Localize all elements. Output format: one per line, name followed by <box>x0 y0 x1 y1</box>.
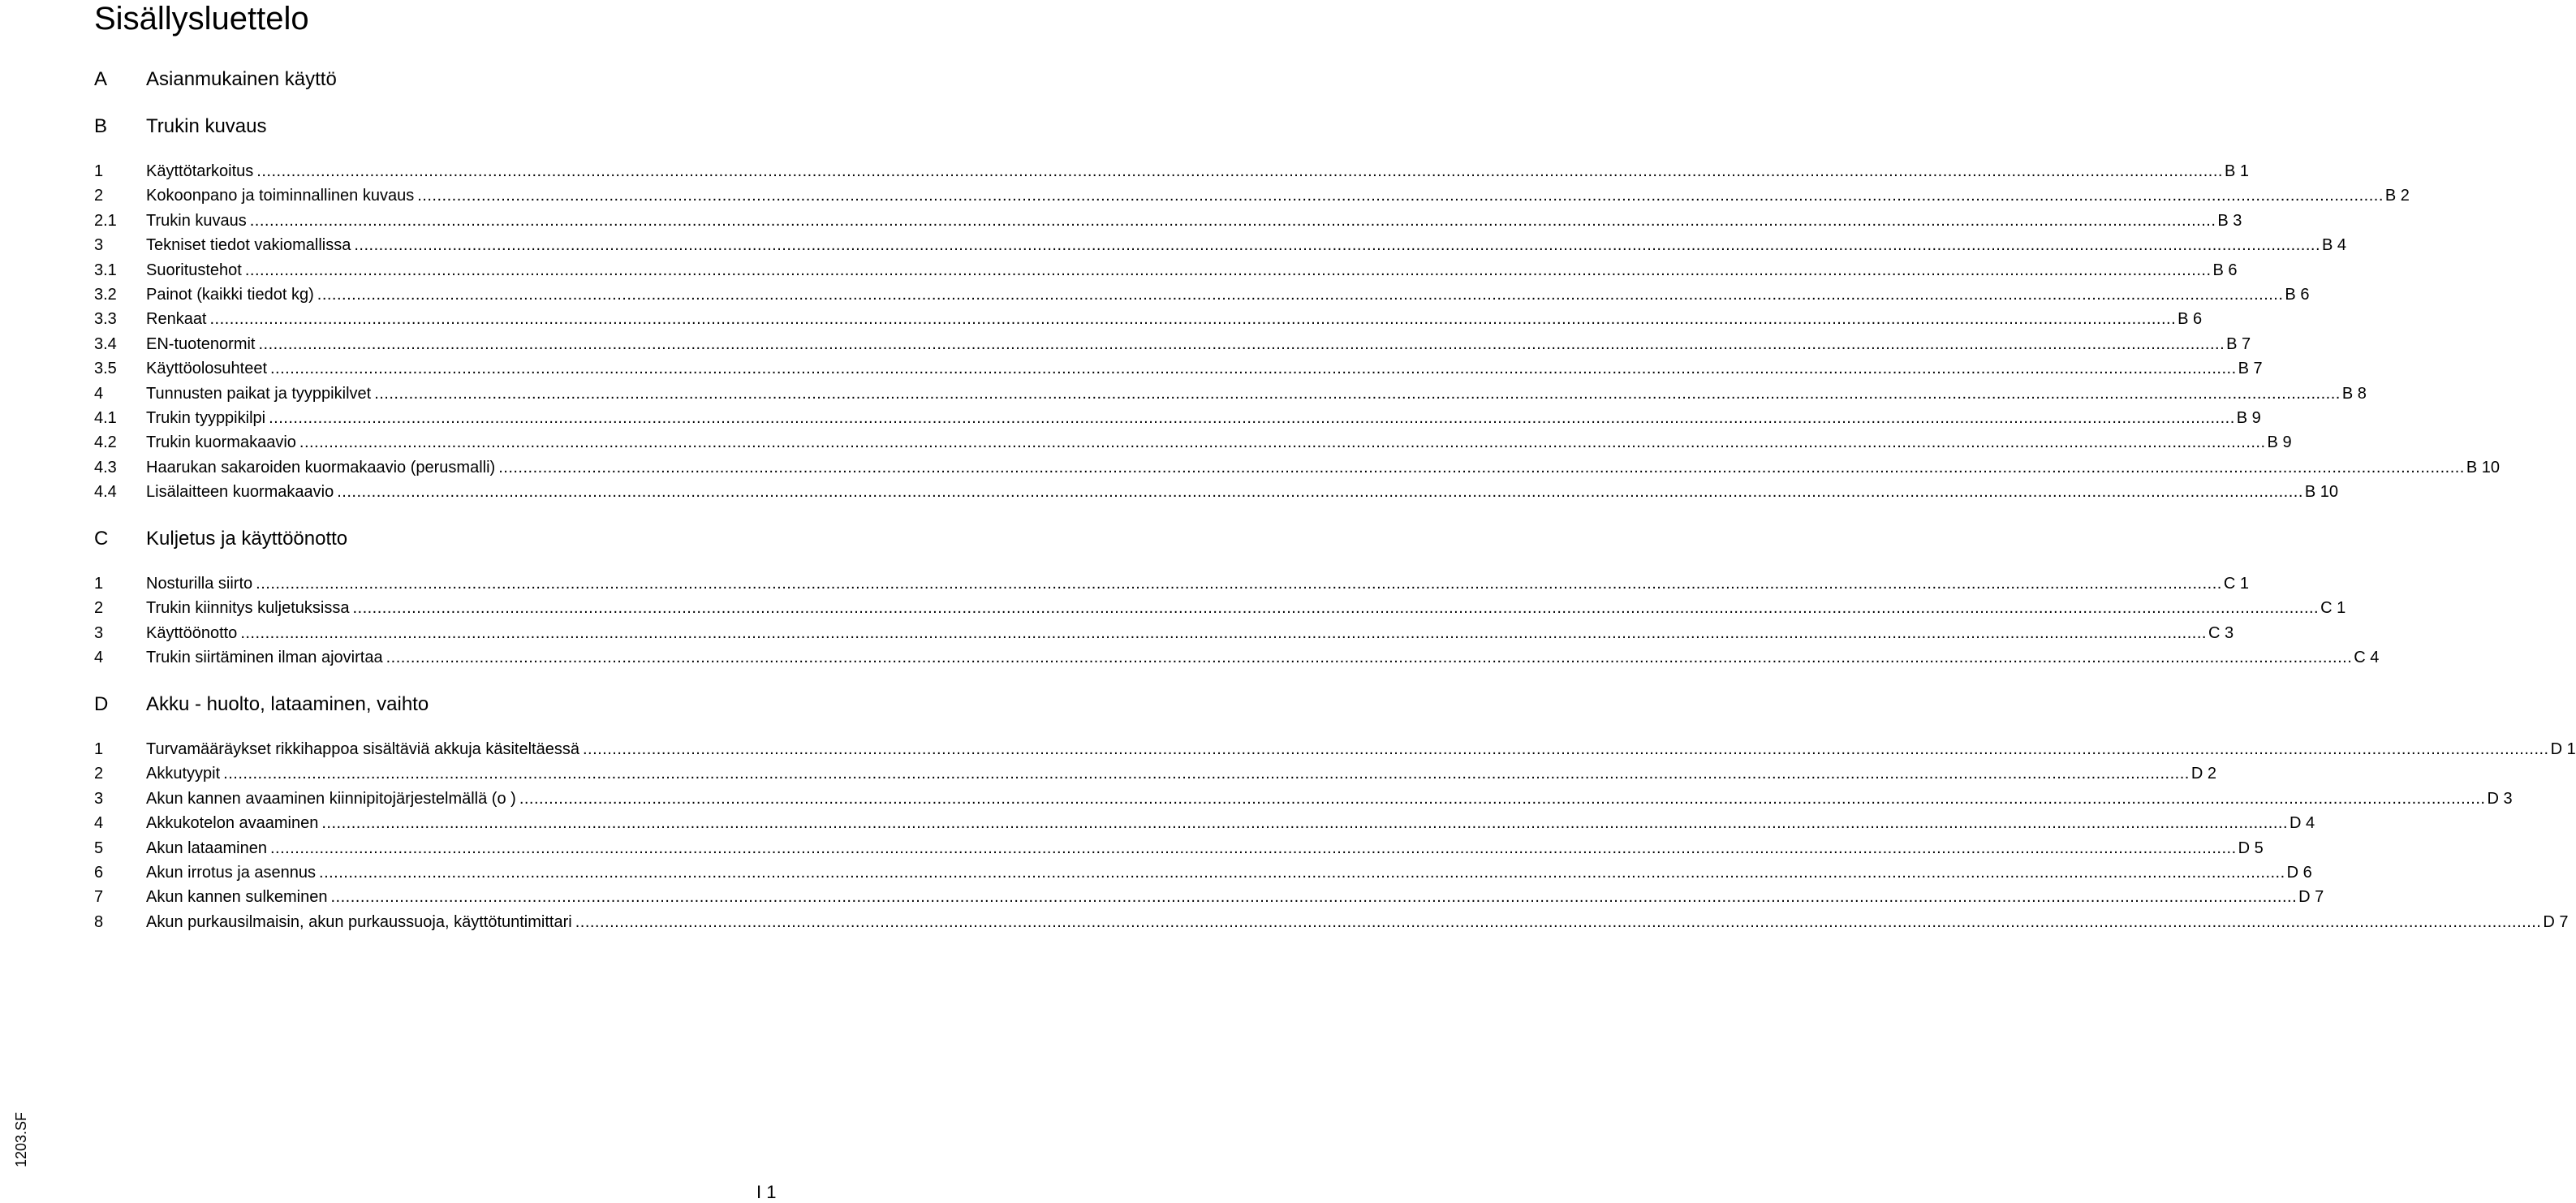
entry-title: Trukin kuvaus <box>146 211 247 230</box>
toc-entry[interactable] <box>0 334 2251 355</box>
entry-title: Akkutyypit <box>146 765 221 783</box>
section-letter: A <box>94 68 108 90</box>
toc-entry[interactable] <box>0 210 2242 231</box>
entry-line <box>146 210 2242 231</box>
toc-entry[interactable] <box>0 308 2203 330</box>
section-letter: D <box>94 693 109 715</box>
entry-page: B 7 <box>2226 334 2251 353</box>
dot-leader: ................................................................................................................................................................................................................................................................................................................................................................................................................ <box>249 211 2216 230</box>
toc-entry[interactable] <box>0 886 2324 908</box>
entry-title: Trukin kiinnitys kuljetuksissa <box>146 599 350 618</box>
toc-entry[interactable] <box>0 432 2292 453</box>
entry-page: B 10 <box>2466 458 2501 476</box>
entry-title: Suoritustehot <box>146 261 242 279</box>
dot-leader: ................................................................................................................................................................................................................................................................................................................................................................................................................ <box>374 384 2341 403</box>
toc-entry[interactable] <box>0 838 2264 859</box>
entry-page: B 9 <box>2236 409 2261 427</box>
section-title: Trukin kuvaus <box>146 115 267 137</box>
dot-leader: ................................................................................................................................................................................................................................................................................................................................................................................................................ <box>417 187 2384 205</box>
section-heading <box>0 67 779 93</box>
entry-line <box>146 838 2264 859</box>
entry-page: D 6 <box>2286 864 2312 882</box>
entry-number: 1 <box>94 575 104 593</box>
dot-leader: ................................................................................................................................................................................................................................................................................................................................................................................................................ <box>270 360 2237 378</box>
dot-leader: ................................................................................................................................................................................................................................................................................................................................................................................................................ <box>582 740 2549 758</box>
entry-title: Kokoonpano ja toiminnallinen kuvaus <box>146 187 415 205</box>
toc-entry[interactable] <box>0 763 2216 784</box>
dot-leader: ................................................................................................................................................................................................................................................................................................................................................................................................................ <box>337 483 2303 502</box>
entry-number: 2.1 <box>94 211 117 230</box>
section-title: Akku - huolto, lataaminen, vaihto <box>146 693 429 715</box>
entry-line <box>146 862 2312 883</box>
dot-leader: ................................................................................................................................................................................................................................................................................................................................................................................................................ <box>386 649 2353 667</box>
entry-page: B 8 <box>2341 384 2367 403</box>
toc-entry[interactable] <box>0 260 2238 281</box>
entry-title: Akkukotelon avaaminen <box>146 814 319 833</box>
toc-entry[interactable] <box>0 481 2339 502</box>
entry-title: Trukin tyyppikilpi <box>146 409 266 427</box>
entry-number: 2 <box>94 187 104 205</box>
dot-leader: ................................................................................................................................................................................................................................................................................................................................................................................................................ <box>299 433 2266 452</box>
entry-number: 5 <box>94 839 104 857</box>
entry-line <box>146 432 2292 453</box>
entry-page: B 6 <box>2212 261 2238 279</box>
entry-title: Renkaat <box>146 310 207 329</box>
dot-leader: ................................................................................................................................................................................................................................................................................................................................................................................................................ <box>256 575 2222 593</box>
dot-leader: ................................................................................................................................................................................................................................................................................................................................................................................................................ <box>319 864 2285 882</box>
entry-title: Painot (kaikki tiedot kg) <box>146 286 314 304</box>
entry-page: B 2 <box>2384 187 2410 205</box>
entry-line <box>146 813 2315 834</box>
entry-number: 6 <box>94 864 104 882</box>
entry-line <box>146 161 2249 182</box>
entry-line <box>146 647 2380 668</box>
entry-number: 4 <box>94 649 104 667</box>
toc-entry[interactable] <box>0 161 2249 182</box>
section-title: Asianmukainen käyttö <box>146 68 337 90</box>
entry-title: Akun kannen avaaminen kiinnipitojärjestelmällä (o ) <box>146 789 516 808</box>
toc-entry[interactable] <box>0 813 2315 834</box>
entry-number: 1 <box>94 162 104 180</box>
toc-entry[interactable] <box>0 862 2312 883</box>
toc-entry[interactable] <box>0 739 2576 760</box>
section-heading <box>0 526 779 552</box>
dot-leader: ................................................................................................................................................................................................................................................................................................................................................................................................................ <box>317 286 2284 304</box>
entry-line <box>146 597 2346 619</box>
entry-page: B 1 <box>2224 162 2249 180</box>
dot-leader: ................................................................................................................................................................................................................................................................................................................................................................................................................ <box>256 162 2223 180</box>
entry-page: D 4 <box>2290 814 2315 833</box>
entry-title: Lisälaitteen kuormakaavio <box>146 483 334 502</box>
toc-entry[interactable] <box>0 407 2261 429</box>
entry-page: B 7 <box>2238 360 2263 378</box>
entry-number: 4.4 <box>94 483 117 502</box>
toc-entry[interactable] <box>0 284 2310 305</box>
entry-number: 2 <box>94 765 104 783</box>
entry-line <box>146 457 2501 478</box>
toc-entry[interactable] <box>0 597 2346 619</box>
entry-page: B 9 <box>2267 433 2292 452</box>
entry-title: Akun irrotus ja asennus <box>146 864 317 882</box>
entry-number: 4 <box>94 814 104 833</box>
entry-number: 7 <box>94 888 104 907</box>
entry-page: C 4 <box>2354 649 2380 667</box>
entry-number: 3 <box>94 236 104 255</box>
entry-number: 4.1 <box>94 409 117 427</box>
dot-leader: ................................................................................................................................................................................................................................................................................................................................................................................................................ <box>258 334 2225 353</box>
entry-line <box>146 260 2238 281</box>
entry-number: 4 <box>94 384 104 403</box>
entry-page: B 6 <box>2285 286 2310 304</box>
entry-line <box>146 788 2513 809</box>
toc-entry[interactable] <box>0 383 2367 404</box>
entry-line <box>146 739 2576 760</box>
entry-title: Tunnusten paikat ja tyyppikilvet <box>146 384 372 403</box>
entry-title: Akun purkausilmaisin, akun purkaussuoja, käyttötuntimittari <box>146 912 572 931</box>
entry-title: Käyttöolosuhteet <box>146 360 267 378</box>
toc-entry[interactable] <box>0 647 2380 668</box>
entry-line <box>146 763 2216 784</box>
entry-line <box>146 235 2347 256</box>
entry-title: Haarukan sakaroiden kuormakaavio (perusmalli) <box>146 458 496 476</box>
section-letter: B <box>94 115 108 137</box>
entry-line <box>146 284 2310 305</box>
entry-line <box>146 573 2249 594</box>
toc-entry[interactable] <box>0 358 2263 379</box>
page-title: Sisällysluettelo <box>94 1 309 37</box>
entry-number: 3 <box>94 789 104 808</box>
dot-leader: ................................................................................................................................................................................................................................................................................................................................................................................................................ <box>330 888 2298 907</box>
entry-page: D 2 <box>2190 765 2216 783</box>
entry-title: Käyttöönotto <box>146 623 238 642</box>
entry-page: C 1 <box>2223 575 2249 593</box>
entry-line <box>146 481 2339 502</box>
toc-entry[interactable] <box>0 912 2569 933</box>
entry-page: B 4 <box>2322 236 2347 255</box>
entry-title: Trukin siirtäminen ilman ajovirtaa <box>146 649 383 667</box>
toc-entry[interactable] <box>0 788 2513 809</box>
entry-title: Turvamääräykset rikkihappoa sisältäviä akkuja käsiteltäessä <box>146 740 579 758</box>
dot-leader: ................................................................................................................................................................................................................................................................................................................................................................................................................ <box>354 236 2320 255</box>
entry-number: 3 <box>94 623 104 642</box>
toc-entry[interactable] <box>0 457 2501 478</box>
entry-title: Nosturilla siirto <box>146 575 253 593</box>
section-heading <box>0 692 779 718</box>
section-title: Kuljetus ja käyttöönotto <box>146 528 348 550</box>
entry-line <box>146 358 2263 379</box>
entry-number: 1 <box>94 740 104 758</box>
toc-entry[interactable] <box>0 573 2249 594</box>
toc-entry[interactable] <box>0 235 2347 256</box>
entry-number: 2 <box>94 599 104 618</box>
dot-leader: ................................................................................................................................................................................................................................................................................................................................................................................................................ <box>223 765 2190 783</box>
entry-page: B 6 <box>2178 310 2203 329</box>
dot-leader: ................................................................................................................................................................................................................................................................................................................................................................................................................ <box>498 458 2465 476</box>
entry-line <box>146 308 2203 330</box>
entry-page: D 3 <box>2487 789 2513 808</box>
dot-leader: ................................................................................................................................................................................................................................................................................................................................................................................................................ <box>575 912 2542 931</box>
entry-page: D 7 <box>2543 912 2569 931</box>
entry-page: D 7 <box>2298 888 2324 907</box>
entry-title: Akun lataaminen <box>146 839 267 857</box>
entry-line <box>146 334 2251 355</box>
dot-leader: ................................................................................................................................................................................................................................................................................................................................................................................................................ <box>321 814 2289 833</box>
entry-number: 4.3 <box>94 458 117 476</box>
entry-title: Tekniset tiedot vakiomallissa <box>146 236 351 255</box>
dot-leader: ................................................................................................................................................................................................................................................................................................................................................................................................................ <box>519 789 2486 808</box>
entry-line <box>146 623 2234 644</box>
section-letter: C <box>94 528 109 550</box>
entry-line <box>146 383 2367 404</box>
dot-leader: ................................................................................................................................................................................................................................................................................................................................................................................................................ <box>209 310 2177 329</box>
entry-title: EN-tuotenormit <box>146 334 256 353</box>
document-code: 1203.SF <box>13 1111 30 1168</box>
entry-page: B 10 <box>2304 483 2339 502</box>
entry-title: Trukin kuormakaavio <box>146 433 296 452</box>
entry-line <box>146 407 2261 429</box>
dot-leader: ................................................................................................................................................................................................................................................................................................................................................................................................................ <box>269 409 2235 427</box>
entry-number: 3.1 <box>94 261 117 279</box>
entry-page: D 1 <box>2550 740 2576 758</box>
entry-number: 3.5 <box>94 360 117 378</box>
entry-number: 3.2 <box>94 286 117 304</box>
dot-leader: ................................................................................................................................................................................................................................................................................................................................................................................................................ <box>240 623 2207 642</box>
entry-number: 3.3 <box>94 310 117 329</box>
dot-leader: ................................................................................................................................................................................................................................................................................................................................................................................................................ <box>269 839 2237 857</box>
entry-page: C 1 <box>2320 599 2346 618</box>
page-number: I 1 <box>756 1182 777 1202</box>
entry-page: D 5 <box>2238 839 2264 857</box>
entry-number: 4.2 <box>94 433 117 452</box>
entry-page: C 3 <box>2208 623 2234 642</box>
entry-title: Käyttötarkoitus <box>146 162 254 180</box>
entry-line <box>146 886 2324 908</box>
dot-leader: ................................................................................................................................................................................................................................................................................................................................................................................................................ <box>244 261 2212 279</box>
dot-leader: ................................................................................................................................................................................................................................................................................................................................................................................................................ <box>352 599 2320 618</box>
toc-entry[interactable] <box>0 185 2410 206</box>
entry-line <box>146 912 2569 933</box>
entry-line <box>146 185 2410 206</box>
entry-page: B 3 <box>2217 211 2242 230</box>
toc-entry[interactable] <box>0 623 2234 644</box>
entry-number: 3.4 <box>94 334 117 353</box>
entry-number: 8 <box>94 912 104 931</box>
entry-title: Akun kannen sulkeminen <box>146 888 328 907</box>
section-heading <box>0 114 779 140</box>
